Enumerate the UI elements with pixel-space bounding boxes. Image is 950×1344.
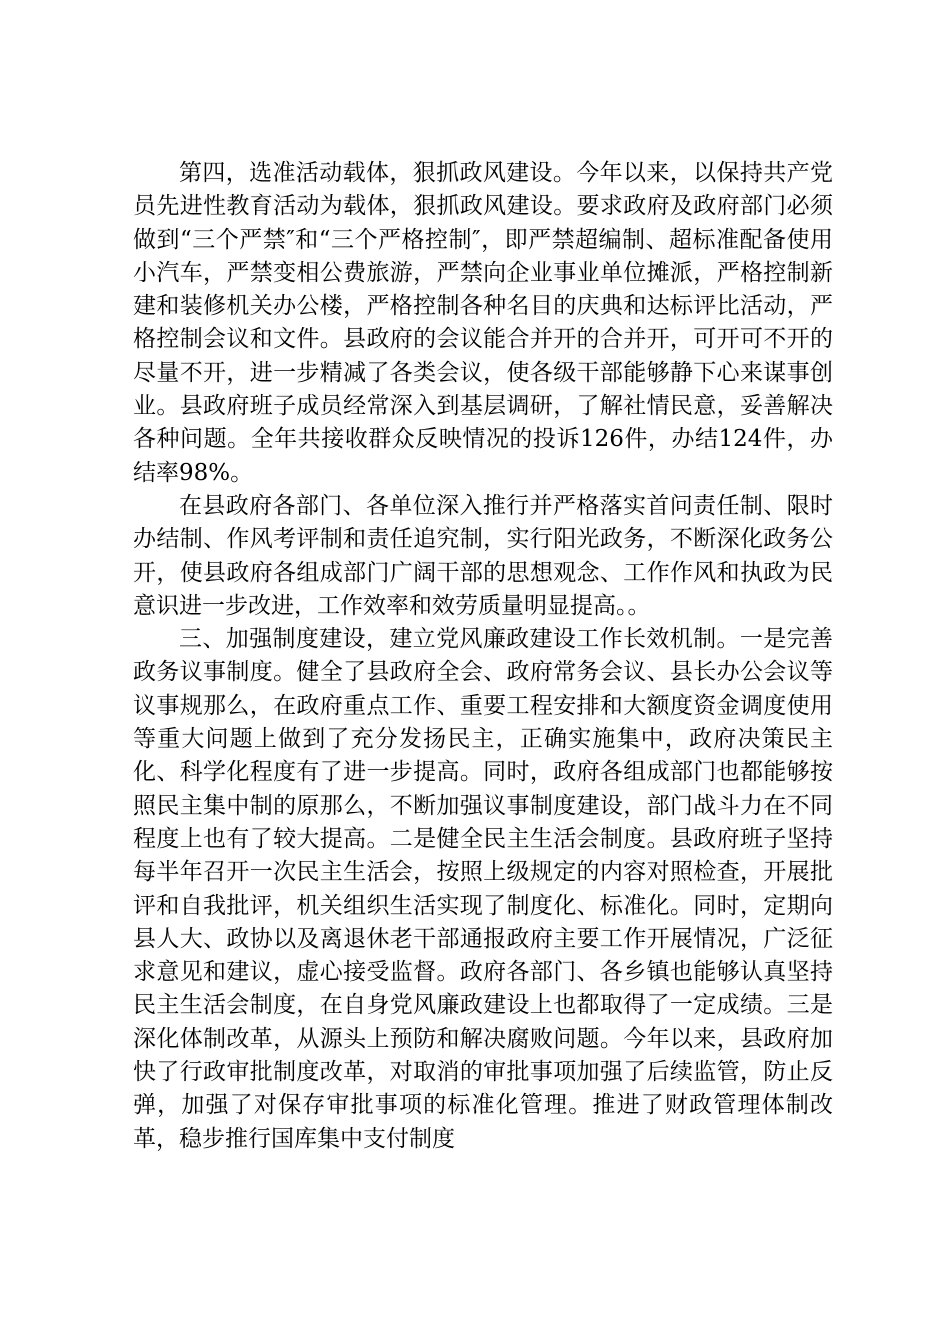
paragraph-system-building: 三、加强制度建设，建立党风廉政建设工作长效机制。一是完善政务议事制度。健全了县政府全会、政府常务会议、县长办公会议等议事规那么，在政府重点工作、重要工程安排和大额度资金调度使用等重大问题上做到了充分发扬民主，正确实施集中，政府决策民主化、科学化程度有了进一步提高。同时，政府各组成部门也都能够按照民主集中制的原那么，不断加强议事制度建设，部门战斗力在不同程度上也有了较大提高。二是健全民主生活会制度。县政府班子坚持每半年召开一次民主生活会，按照上级规定的内容对照检查，开展批评和自我批评，机关组织生活实现了制度化、标准化。同时，定期向县人大、政协以及离退休老干部通报政府主要工作开展情况，广泛征求意见和建议，虚心接受监督。政府各部门、各乡镇也能够认真坚持民主生活会制度，在自身党风廉政建设上也都取得了一定成绩。三是深化体制改革，从源头上预防和解决腐败问题。今年以来，县政府加快了行政审批制度改革，对取消的审批事项加强了后续监管，防止反弹，加强了对保存审批事项的标准化管理。推进了财政管理体制改革，稳步推行国库集中支付制度 (133, 626, 833, 1152)
document-page (133, 157, 833, 1156)
paragraph-political-style: 第四，选准活动载体，狠抓政风建设。今年以来，以保持共产党员先进性教育活动为载体，狠抓政风建设。要求政府及政府部门必须做到“三个严禁″和“三个严格控制″，即严禁超编制、超标准配备使用小汽车，严禁变相公费旅游，严禁向企业事业单位摊派，严格控制新建和装修机关办公楼，严格控制各种名目的庆典和达标评比活动，严格控制会议和文件。县政府的会议能合并开的合并开，可开可不开的尽量不开，进一步精减了各类会议，使各级干部能够静下心来谋事创业。县政府班子成员经常深入到基层调研，了解社情民意，妥善解决各种问题。全年共接收群众反映情况的投诉126件，办结124件，办结率98%。 (133, 160, 833, 486)
paragraph-accountability: 在县政府各部门、各单位深入推行并严格落实首问责任制、限时办结制、作风考评制和责任追究制，实行阳光政务，不断深化政务公开，使县政府各组成部门广阔干部的思想观念、工作作风和执政为民意识进一步改进，工作效率和效劳质量明显提高。。 (133, 492, 833, 619)
